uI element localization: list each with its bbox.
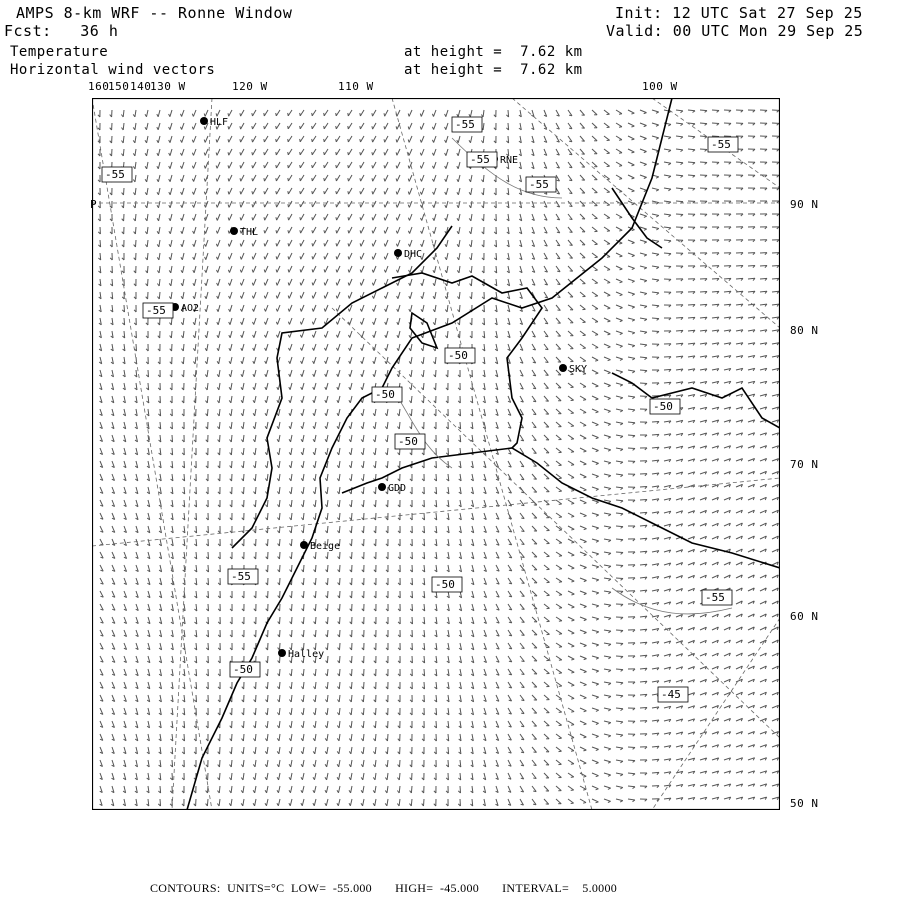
station-label: AO2	[181, 303, 200, 314]
valid-time: Valid: 00 UTC Mon 29 Sep 25	[606, 22, 864, 40]
corner-label: P	[90, 198, 98, 211]
station-dot	[278, 649, 286, 657]
station-dot	[559, 364, 567, 372]
station-sky	[559, 364, 587, 375]
lon-label: 120 W	[232, 80, 268, 93]
contour-label	[143, 303, 173, 318]
contour-label	[708, 137, 738, 152]
station-label: Halley	[288, 649, 325, 660]
contour-legend: CONTOURS: UNITS=°C LOW= -55.000 HIGH= -45.000 INTERVAL= 5.0000	[150, 881, 618, 895]
station-dot	[200, 117, 208, 125]
station-label: RNE	[500, 155, 519, 166]
contour-label	[445, 348, 475, 363]
lon-label: 160	[88, 80, 110, 93]
contour-label	[650, 399, 680, 414]
lat-label: 50 N	[790, 797, 819, 810]
contour-label	[372, 387, 402, 402]
station-gdd	[378, 483, 406, 494]
map-panel	[92, 98, 780, 810]
station-dot	[300, 541, 308, 549]
station-halley	[278, 649, 324, 660]
height-label-2: at height = 7.62 km	[404, 62, 583, 78]
lat-label: 80 N	[790, 324, 819, 337]
station-label: GDD	[388, 483, 407, 494]
lat-label: 90 N	[790, 198, 819, 211]
contour-label	[395, 434, 425, 449]
station-label: Beige	[310, 541, 341, 552]
station-label: DHC	[404, 249, 423, 260]
contour-label	[526, 177, 556, 192]
field-temperature: Temperature	[10, 44, 109, 60]
station-ao2	[171, 303, 199, 314]
station-dot	[394, 249, 402, 257]
lat-label: 70 N	[790, 458, 819, 471]
contour-label	[452, 117, 482, 132]
contour-label	[658, 687, 688, 702]
contour-label	[230, 662, 260, 677]
contour-label	[702, 590, 732, 605]
lon-label: 140	[130, 80, 152, 93]
contour-label	[467, 152, 497, 167]
lon-label: 150	[108, 80, 130, 93]
contour-label	[228, 569, 258, 584]
lon-label: 100 W	[642, 80, 678, 93]
contour-label	[432, 577, 462, 592]
lon-label: 130 W	[150, 80, 186, 93]
station-label: SKY	[569, 364, 588, 375]
station-label: HLF	[210, 117, 229, 128]
contour-label	[102, 167, 132, 182]
station-dot	[378, 483, 386, 491]
station-hlf	[200, 117, 228, 128]
lat-label: 60 N	[790, 610, 819, 623]
init-time: Init: 12 UTC Sat 27 Sep 25	[615, 4, 863, 22]
lon-label: 110 W	[338, 80, 374, 93]
station-label: THL	[240, 227, 259, 238]
forecast-hour: Fcst: 36 h	[4, 22, 119, 40]
station-thl	[230, 227, 258, 238]
field-wind: Horizontal wind vectors	[10, 62, 216, 78]
station-dot	[230, 227, 238, 235]
map-title: AMPS 8-km WRF -- Ronne Window	[16, 4, 293, 22]
height-label-1: at height = 7.62 km	[404, 44, 583, 60]
